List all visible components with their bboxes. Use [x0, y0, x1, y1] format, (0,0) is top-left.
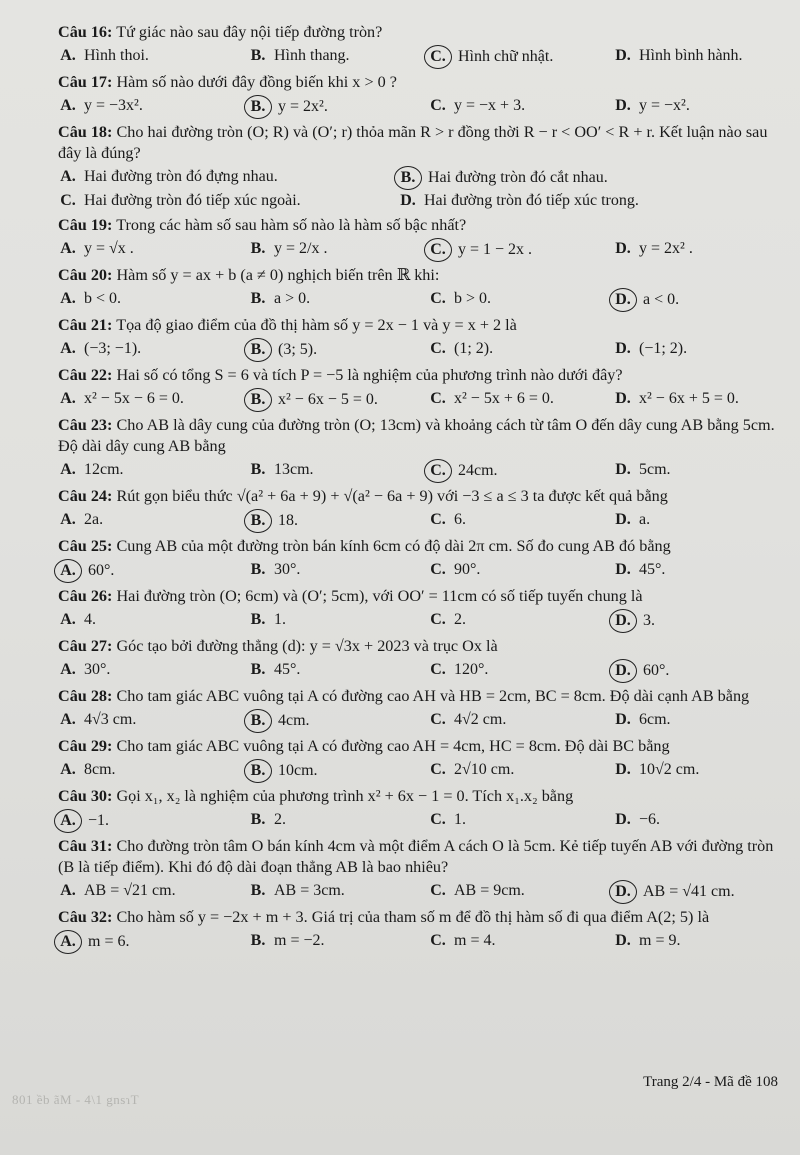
- answer-text: x² − 5x + 6 = 0.: [454, 390, 554, 407]
- answer-text: b > 0.: [454, 290, 492, 307]
- question-stem: [58, 365, 778, 386]
- answer-option[interactable]: [248, 709, 428, 733]
- question-number: Câu 32:: [58, 908, 113, 926]
- answer-text: 1.: [454, 811, 466, 828]
- circled-answer-label: C.: [424, 238, 452, 262]
- answer-text: 6cm.: [639, 711, 671, 728]
- answer-option[interactable]: [613, 459, 778, 483]
- circled-answer-label: B.: [244, 388, 272, 412]
- answer-label: B.: [250, 932, 266, 949]
- answer-option[interactable]: [428, 709, 613, 733]
- answer-option[interactable]: [613, 809, 778, 833]
- answer-label: C.: [430, 97, 446, 114]
- answer-option[interactable]: [613, 338, 778, 362]
- answer-label: B.: [250, 290, 266, 307]
- answer-options: [58, 459, 778, 483]
- answer-text: 2√10 cm.: [454, 761, 515, 778]
- question-stem: [58, 536, 778, 557]
- answer-text: 4.: [84, 611, 96, 628]
- answer-option[interactable]: [613, 238, 778, 262]
- answer-options: [58, 288, 778, 312]
- answer-text: Hình thang.: [274, 47, 350, 64]
- question-text: Rút gọn biểu thức √(a² + 6a + 9) + √(a² − 6a + 9) với −3 ≤ a ≤ 3 ta được kết quả bằng: [116, 487, 668, 505]
- answer-text: Hai đường tròn đó cắt nhau.: [428, 169, 608, 186]
- question-list: [58, 22, 778, 954]
- answer-text: 120°.: [454, 661, 489, 678]
- bleed-through-text: 801 ềb ãM - 4\1 gnsɿT: [12, 1092, 140, 1107]
- question-stem: [58, 586, 778, 607]
- question-text: Gọi x₁, x₂ là nghiệm của phương trình x² + 6x − 1 = 0. Tích x₁.x₂ bằng: [116, 787, 574, 805]
- answer-label: A.: [60, 340, 76, 357]
- answer-option[interactable]: [428, 759, 613, 783]
- answer-option[interactable]: [58, 659, 248, 683]
- circled-answer-label: B.: [244, 338, 272, 362]
- circled-answer-label: A.: [54, 809, 82, 833]
- answer-text: 4√2 cm.: [454, 711, 507, 728]
- answer-text: m = −2.: [274, 932, 325, 949]
- answer-text: 10cm.: [278, 762, 318, 779]
- question-number: Câu 26:: [58, 587, 113, 605]
- answer-label: A.: [60, 240, 76, 257]
- question-text: Tứ giác nào sau đây nội tiếp đường tròn?: [116, 23, 383, 41]
- answer-text: Hai đường tròn đó tiếp xúc ngoài.: [84, 192, 301, 209]
- answer-option[interactable]: [428, 659, 613, 683]
- question-text: Cho tam giác ABC vuông tại A có đường cao AH và HB = 2cm, BC = 8cm. Độ dài cạnh AB bằng: [116, 687, 750, 705]
- question-number: Câu 19:: [58, 216, 113, 234]
- answer-options: [58, 809, 778, 833]
- answer-label: A.: [60, 882, 76, 899]
- answer-option[interactable]: [248, 809, 428, 833]
- question-number: Câu 31:: [58, 837, 113, 855]
- answer-text: 2.: [454, 611, 466, 628]
- circled-answer-label: D.: [609, 609, 637, 633]
- answer-option[interactable]: [58, 809, 248, 833]
- answer-text: y = −x + 3.: [454, 97, 526, 114]
- answer-text: x² − 6x − 5 = 0.: [278, 391, 378, 408]
- answer-label: C.: [430, 290, 446, 307]
- answer-options: [58, 166, 778, 212]
- answer-option[interactable]: [428, 880, 613, 904]
- answer-text: m = 6.: [88, 933, 130, 950]
- answer-options: [58, 659, 778, 683]
- answer-options: [58, 45, 778, 69]
- answer-option[interactable]: [613, 709, 778, 733]
- answer-label: A.: [60, 290, 76, 307]
- answer-label: C.: [60, 192, 76, 209]
- answer-text: AB = 3cm.: [274, 882, 345, 899]
- answer-label: B.: [250, 611, 266, 628]
- answer-text: a < 0.: [643, 291, 680, 308]
- answer-text: m = 9.: [639, 932, 681, 949]
- answer-text: a > 0.: [274, 290, 311, 307]
- answer-option[interactable]: [613, 45, 778, 69]
- answer-option[interactable]: [398, 166, 778, 190]
- answer-option[interactable]: [58, 95, 248, 119]
- question-text: Hai đường tròn (O; 6cm) và (O′; 5cm), với OO′ = 11cm có số tiếp tuyến chung là: [116, 587, 643, 605]
- answer-option[interactable]: [428, 459, 613, 483]
- answer-label: A.: [60, 97, 76, 114]
- answer-label: A.: [60, 761, 76, 778]
- question-number: Câu 28:: [58, 687, 113, 705]
- answer-text: 30°.: [274, 561, 301, 578]
- answer-options: [58, 95, 778, 119]
- circled-answer-label: A.: [54, 559, 82, 583]
- question-text: Cung AB của một đường tròn bán kính 6cm có độ dài 2π cm. Số đo cung AB đó bằng: [116, 537, 671, 555]
- answer-text: (−3; −1).: [84, 340, 142, 357]
- answer-text: 24cm.: [458, 462, 498, 479]
- answer-text: y = −x².: [639, 97, 690, 114]
- answer-options: [58, 559, 778, 583]
- answer-option[interactable]: [58, 880, 248, 904]
- answer-option[interactable]: [248, 509, 428, 533]
- question-number: Câu 16:: [58, 23, 113, 41]
- circled-answer-label: B.: [244, 95, 272, 119]
- answer-text: 18.: [278, 512, 298, 529]
- question-stem: [58, 907, 778, 928]
- answer-label: B.: [250, 561, 266, 578]
- answer-options: [58, 509, 778, 533]
- question-number: Câu 24:: [58, 487, 113, 505]
- answer-option[interactable]: [248, 880, 428, 904]
- answer-text: y = −3x².: [84, 97, 143, 114]
- answer-option[interactable]: [248, 45, 428, 69]
- answer-text: 60°.: [88, 562, 115, 579]
- answer-label: C.: [430, 932, 446, 949]
- answer-label: B.: [250, 47, 266, 64]
- question-stem: [58, 636, 778, 657]
- question-text: Hai số có tổng S = 6 và tích P = −5 là nghiệm của phương trình nào dưới đây?: [116, 366, 623, 384]
- answer-option[interactable]: [428, 609, 613, 633]
- answer-text: Hình thoi.: [84, 47, 149, 64]
- answer-option[interactable]: [58, 609, 248, 633]
- answer-option[interactable]: [58, 238, 248, 262]
- page-number: Trang 2/4 - Mã đề 108: [643, 1074, 778, 1090]
- answer-label: B.: [250, 882, 266, 899]
- answer-label: D.: [615, 511, 631, 528]
- answer-label: D.: [615, 561, 631, 578]
- answer-option[interactable]: [58, 388, 248, 412]
- question-text: Cho tam giác ABC vuông tại A có đường cao AH = 4cm, HC = 8cm. Độ dài BC bằng: [116, 737, 670, 755]
- answer-text: y = 1 − 2x .: [458, 241, 533, 258]
- answer-option[interactable]: [428, 509, 613, 533]
- answer-option[interactable]: [248, 388, 428, 412]
- question-text: Cho AB là dây cung của đường tròn (O; 13cm) và khoảng cách từ tâm O đến dây cung AB bằng 5cm. Độ dài dây cung AB bằng: [58, 416, 775, 455]
- answer-label: C.: [430, 811, 446, 828]
- answer-label: A.: [60, 611, 76, 628]
- answer-text: x² − 5x − 6 = 0.: [84, 390, 184, 407]
- answer-text: AB = √21 cm.: [84, 882, 176, 899]
- question-stem: [58, 736, 778, 757]
- question-stem: [58, 72, 778, 93]
- answer-option[interactable]: [428, 288, 613, 312]
- answer-label: D.: [615, 47, 631, 64]
- question-text: Tọa độ giao điểm của đồ thị hàm số y = 2x − 1 và y = x + 2 là: [116, 316, 517, 334]
- question-stem: [58, 22, 778, 43]
- answer-label: A.: [60, 661, 76, 678]
- answer-label: A.: [60, 47, 76, 64]
- answer-option[interactable]: [248, 95, 428, 119]
- answer-label: C.: [430, 882, 446, 899]
- answer-option[interactable]: [58, 338, 248, 362]
- answer-option[interactable]: [428, 809, 613, 833]
- answer-label: C.: [430, 711, 446, 728]
- answer-text: 90°.: [454, 561, 481, 578]
- answer-option[interactable]: [58, 930, 248, 954]
- answer-option[interactable]: [398, 190, 778, 212]
- answer-options: [58, 388, 778, 412]
- answer-text: −6.: [639, 811, 661, 828]
- answer-text: Hai đường tròn đó đựng nhau.: [84, 168, 278, 185]
- answer-option[interactable]: [248, 930, 428, 954]
- question-number: Câu 30:: [58, 787, 113, 805]
- answer-option[interactable]: [58, 709, 248, 733]
- answer-label: C.: [430, 390, 446, 407]
- answer-option[interactable]: [248, 659, 428, 683]
- answer-option[interactable]: [248, 609, 428, 633]
- answer-label: D.: [615, 811, 631, 828]
- answer-text: 5cm.: [639, 461, 671, 478]
- answer-label: A.: [60, 168, 76, 185]
- answer-options: [58, 338, 778, 362]
- answer-text: Hình chữ nhật.: [458, 48, 554, 65]
- answer-label: D.: [615, 711, 631, 728]
- answer-option[interactable]: [428, 238, 613, 262]
- answer-label: C.: [430, 761, 446, 778]
- answer-option[interactable]: [613, 509, 778, 533]
- question-stem: [58, 315, 778, 336]
- answer-option[interactable]: [248, 759, 428, 783]
- answer-text: a.: [639, 511, 651, 528]
- answer-label: A.: [60, 461, 76, 478]
- circled-answer-label: D.: [609, 880, 637, 904]
- question-stem: [58, 122, 778, 164]
- answer-label: D.: [615, 390, 631, 407]
- answer-text: y = √x .: [84, 240, 134, 257]
- answer-text: 45°.: [274, 661, 301, 678]
- answer-text: 60°.: [643, 662, 670, 679]
- answer-label: D.: [400, 192, 416, 209]
- answer-text: 4cm.: [278, 712, 310, 729]
- answer-option[interactable]: [248, 459, 428, 483]
- answer-label: D.: [615, 761, 631, 778]
- question-number: Câu 17:: [58, 73, 113, 91]
- answer-label: B.: [250, 811, 266, 828]
- answer-label: D.: [615, 97, 631, 114]
- answer-option[interactable]: [613, 559, 778, 583]
- question-number: Câu 27:: [58, 637, 113, 655]
- answer-option[interactable]: [428, 338, 613, 362]
- answer-option[interactable]: [248, 238, 428, 262]
- answer-option[interactable]: [58, 559, 248, 583]
- answer-text: AB = √41 cm.: [643, 883, 735, 900]
- answer-option[interactable]: [58, 509, 248, 533]
- answer-label: D.: [615, 340, 631, 357]
- answer-options: [58, 930, 778, 954]
- answer-text: −1.: [88, 812, 110, 829]
- answer-label: B.: [250, 661, 266, 678]
- answer-option[interactable]: [428, 930, 613, 954]
- question-stem: [58, 265, 778, 286]
- answer-label: D.: [615, 240, 631, 257]
- answer-option[interactable]: [613, 659, 778, 683]
- question-text: Hàm số nào dưới đây đồng biến khi x > 0 ?: [116, 73, 397, 91]
- circled-answer-label: A.: [54, 930, 82, 954]
- answer-option[interactable]: [613, 288, 778, 312]
- question-number: Câu 25:: [58, 537, 113, 555]
- circled-answer-label: B.: [394, 166, 422, 190]
- answer-option[interactable]: [248, 288, 428, 312]
- answer-label: D.: [615, 461, 631, 478]
- answer-text: m = 4.: [454, 932, 496, 949]
- answer-text: b < 0.: [84, 290, 122, 307]
- circled-answer-label: B.: [244, 509, 272, 533]
- answer-option[interactable]: [613, 388, 778, 412]
- answer-label: D.: [615, 932, 631, 949]
- answer-label: B.: [250, 461, 266, 478]
- answer-option[interactable]: [613, 95, 778, 119]
- question-number: Câu 29:: [58, 737, 113, 755]
- answer-option[interactable]: [58, 459, 248, 483]
- answer-label: C.: [430, 511, 446, 528]
- question-text: Góc tạo bởi đường thẳng (d): y = √3x + 2023 và trục Ox là: [116, 637, 498, 655]
- answer-option[interactable]: [613, 609, 778, 633]
- answer-text: (−1; 2).: [639, 340, 688, 357]
- answer-option[interactable]: [58, 759, 248, 783]
- answer-text: y = 2x² .: [639, 240, 693, 257]
- answer-label: C.: [430, 611, 446, 628]
- answer-options: [58, 609, 778, 633]
- answer-option[interactable]: [58, 288, 248, 312]
- answer-text: 8cm.: [84, 761, 116, 778]
- question-number: Câu 21:: [58, 316, 113, 334]
- answer-text: (3; 5).: [278, 341, 318, 358]
- answer-option[interactable]: [613, 759, 778, 783]
- answer-label: A.: [60, 390, 76, 407]
- question-stem: [58, 836, 778, 878]
- answer-text: 2a.: [84, 511, 104, 528]
- answer-text: 10√2 cm.: [639, 761, 700, 778]
- question-text: Trong các hàm số sau hàm số nào là hàm số bậc nhất?: [116, 216, 467, 234]
- question-text: Hàm số y = ax + b (a ≠ 0) nghịch biến trên ℝ khi:: [116, 266, 440, 284]
- answer-text: 2.: [274, 811, 286, 828]
- answer-text: 45°.: [639, 561, 666, 578]
- answer-options: [58, 238, 778, 262]
- answer-text: 1.: [274, 611, 286, 628]
- answer-text: 12cm.: [84, 461, 124, 478]
- question-text: Cho hàm số y = −2x + m + 3. Giá trị của tham số m để đồ thị hàm số đi qua điểm A(2; 5) là: [116, 908, 710, 926]
- answer-options: [58, 880, 778, 904]
- question-text: Cho hai đường tròn (O; R) và (O′; r) thỏa mãn R > r đồng thời R − r < OO′ < R + r. Kết luận nào sau đây là đúng?: [58, 123, 768, 162]
- answer-option[interactable]: [58, 45, 248, 69]
- answer-label: C.: [430, 340, 446, 357]
- answer-text: 3.: [643, 612, 655, 629]
- circled-answer-label: B.: [244, 759, 272, 783]
- circled-answer-label: C.: [424, 45, 452, 69]
- question-stem: [58, 786, 778, 807]
- answer-text: x² − 6x + 5 = 0.: [639, 390, 739, 407]
- answer-label: C.: [430, 561, 446, 578]
- answer-options: [58, 759, 778, 783]
- answer-option[interactable]: [428, 559, 613, 583]
- answer-option[interactable]: [248, 559, 428, 583]
- question-text: Cho đường tròn tâm O bán kính 4cm và một điểm A cách O là 5cm. Kẻ tiếp tuyến AB với đường tròn (B là tiếp điểm). Khi đó độ dài đoạn thẳng AB là bao nhiêu?: [58, 837, 774, 876]
- answer-text: 6.: [454, 511, 466, 528]
- answer-label: B.: [250, 240, 266, 257]
- answer-option[interactable]: [428, 95, 613, 119]
- circled-answer-label: D.: [609, 288, 637, 312]
- answer-label: A.: [60, 511, 76, 528]
- question-stem: [58, 686, 778, 707]
- question-number: Câu 22:: [58, 366, 113, 384]
- circled-answer-label: C.: [424, 459, 452, 483]
- answer-text: y = 2/x .: [274, 240, 328, 257]
- answer-options: [58, 709, 778, 733]
- answer-option[interactable]: [613, 880, 778, 904]
- answer-text: 4√3 cm.: [84, 711, 137, 728]
- answer-option[interactable]: [58, 190, 398, 212]
- answer-text: AB = 9cm.: [454, 882, 525, 899]
- answer-option[interactable]: [428, 45, 613, 69]
- answer-text: Hình bình hành.: [639, 47, 743, 64]
- answer-option[interactable]: [248, 338, 428, 362]
- answer-option[interactable]: [613, 930, 778, 954]
- answer-text: Hai đường tròn đó tiếp xúc trong.: [424, 192, 639, 209]
- question-stem: [58, 486, 778, 507]
- answer-text: y = 2x².: [278, 98, 328, 115]
- question-number: Câu 20:: [58, 266, 113, 284]
- answer-text: 13cm.: [274, 461, 314, 478]
- question-stem: [58, 215, 778, 236]
- answer-label: C.: [430, 661, 446, 678]
- question-number: Câu 23:: [58, 416, 113, 434]
- answer-text: 30°.: [84, 661, 111, 678]
- answer-option[interactable]: [428, 388, 613, 412]
- question-number: Câu 18:: [58, 123, 113, 141]
- question-stem: [58, 415, 778, 457]
- answer-option[interactable]: [58, 166, 398, 190]
- answer-text: (1; 2).: [454, 340, 494, 357]
- circled-answer-label: D.: [609, 659, 637, 683]
- circled-answer-label: B.: [244, 709, 272, 733]
- answer-label: A.: [60, 711, 76, 728]
